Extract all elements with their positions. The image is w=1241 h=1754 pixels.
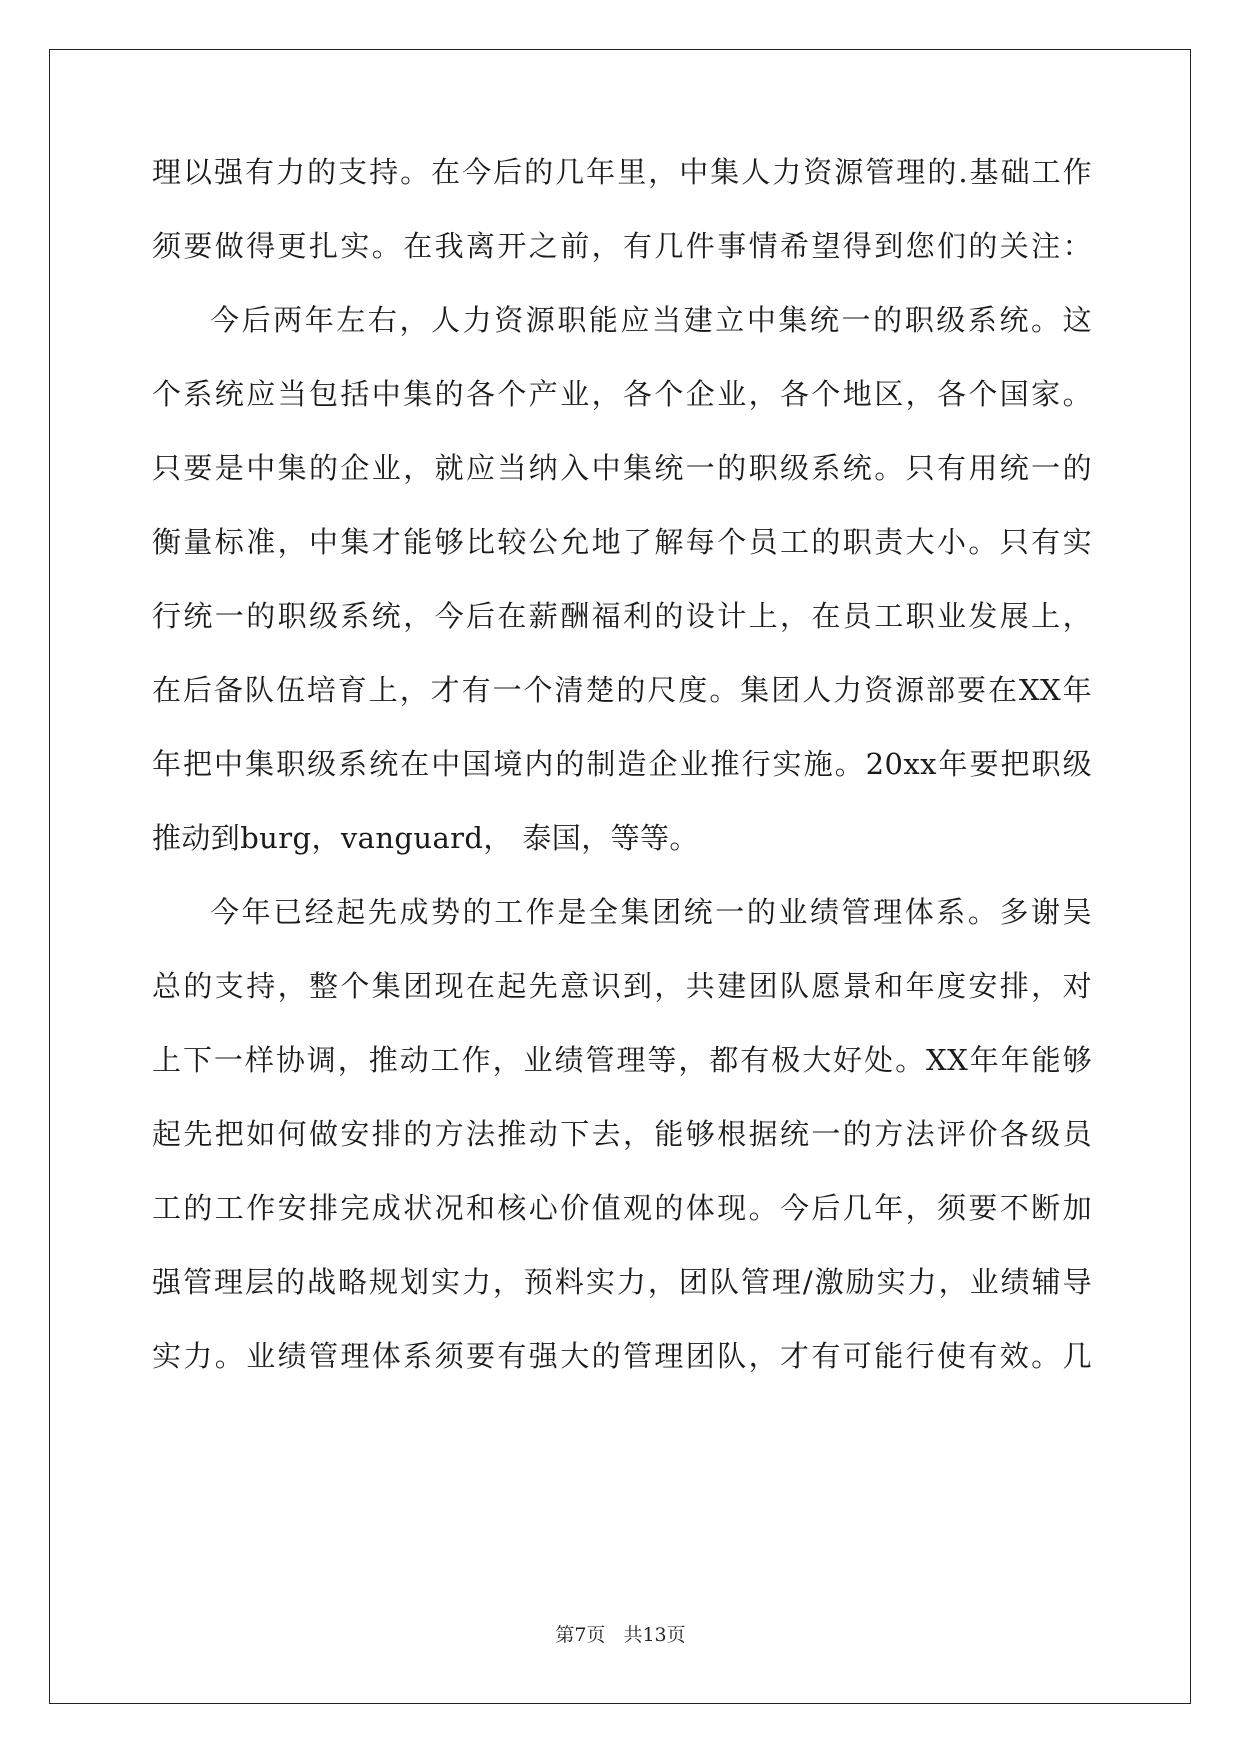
text-line: 须要做得更扎实。在我离开之前，有几件事情希望得到您们的关注： — [152, 229, 1092, 263]
page-footer — [0, 1623, 1241, 1647]
text-line: 强管理层的战略规划实力，预料实力，团队管理/激励实力，业绩辅导 — [152, 1265, 1092, 1299]
page-total: 共13页 — [623, 1624, 686, 1646]
text-line: 行统一的职级系统，今后在薪酬福利的设计上，在员工职业发展上， — [152, 599, 1092, 633]
text-line: 工的工作安排完成状况和核心价值观的体现。今后几年，须要不断加 — [152, 1191, 1092, 1225]
text-line: 实力。业绩管理体系须要有强大的管理团队，才有可能行使有效。几 — [152, 1339, 1092, 1373]
text-line: 个系统应当包括中集的各个产业，各个企业，各个地区，各个国家。 — [152, 377, 1092, 411]
text-line: 在后备队伍培育上，才有一个清楚的尺度。集团人力资源部要在XX年 — [152, 673, 1092, 707]
text-line: 年把中集职级系统在中国境内的制造企业推行实施。20xx年要把职级 — [152, 747, 1092, 781]
text-line: 起先把如何做安排的方法推动下去，能够根据统一的方法评价各级员 — [152, 1117, 1092, 1151]
text-line: 只要是中集的企业，就应当纳入中集统一的职级系统。只有用统一的 — [152, 451, 1092, 485]
paragraph-last-line: 推动到burg，vanguard， 泰国，等等。 — [152, 821, 699, 855]
text-line: 理以强有力的支持。在今后的几年里，中集人力资源管理的.基础工作 — [152, 155, 1092, 189]
page-border — [49, 49, 1191, 1704]
text-line: 衡量标准，中集才能够比较公允地了解每个员工的职责大小。只有实 — [152, 525, 1092, 559]
paragraph-first-line: 今年已经起先成势的工作是全集团统一的业绩管理体系。多谢吴 — [210, 895, 1092, 929]
page-number: 第7页 — [555, 1624, 606, 1646]
paragraph-first-line: 今后两年左右，人力资源职能应当建立中集统一的职级系统。这 — [210, 303, 1092, 337]
text-line: 上下一样协调，推动工作，业绩管理等，都有极大好处。XX年年能够 — [152, 1043, 1092, 1077]
text-line: 总的支持，整个集团现在起先意识到，共建团队愿景和年度安排，对 — [152, 969, 1092, 1003]
